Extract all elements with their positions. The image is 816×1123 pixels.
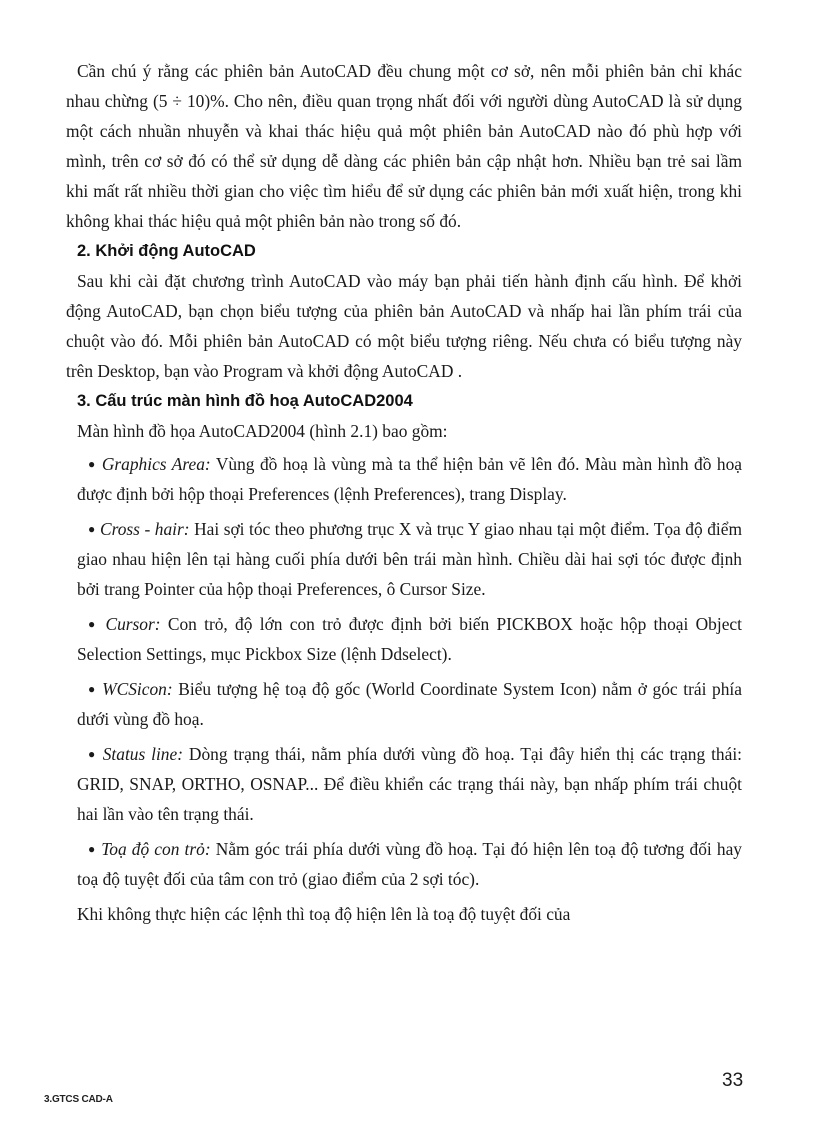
- bullet-cursor: [66, 609, 742, 669]
- bullet-icon: ●: [88, 617, 99, 631]
- bullet-term: Toạ độ con trỏ:: [101, 839, 211, 859]
- bullet-desc: Dòng trạng thái, nằm phía dưới vùng đồ hoạ. Tại đây hiển thị các trạng thái: GRID, SNAP, ORTHO, OSNAP... Để điều khiển các trạng thái này, bạn nhấp phím trái chuột hai lần vào tên trạng thái.: [77, 744, 742, 824]
- bullet-status-line: [66, 739, 742, 829]
- bullet-desc: Nằm góc trái phía dưới vùng đồ hoạ. Tại đó hiện lên toạ độ tương đối hay toạ độ tuyệt đối của tâm con trỏ (giao điểm của 2 sợi tóc).: [77, 839, 742, 889]
- bullet-graphics-area: [66, 449, 742, 509]
- section-2-body: Sau khi cài đặt chương trình AutoCAD vào máy bạn phải tiến hành định cấu hình. Để khởi động AutoCAD, bạn chọn biểu tượng của phiên bản AutoCAD và nhấp hai lần phím trái của chuột vào đó. Mỗi phiên bản AutoCAD có một biểu tượng riêng. Nếu chưa có biểu tượng này trên Desktop, bạn vào Program và khởi động AutoCAD .: [66, 271, 742, 381]
- section-2-heading: 2. Khởi động AutoCAD: [77, 242, 256, 260]
- bullet-wcsicon: [66, 674, 742, 734]
- bullet-term: Status line:: [102, 744, 184, 764]
- bullet-icon: ●: [88, 522, 96, 536]
- bullet-desc: Vùng đồ hoạ là vùng mà ta thể hiện bản vẽ lên đó. Màu màn hình đồ hoạ được định bởi hộp thoại Preferences (lệnh Preferences), trang Display.: [77, 454, 742, 504]
- bullet-desc: Hai sợi tóc theo phương trục X và trục Y giao nhau tại một điểm. Tọa độ điểm giao nhau hiện lên tại hàng cuối phía dưới bên trái màn hình. Chiều dài hai sợi tóc được định bởi trang Pointer của hộp thoại Preferences, ô Cursor Size.: [77, 519, 742, 599]
- bullet-cross-hair: [66, 514, 742, 604]
- intro-paragraph: Cần chú ý rằng các phiên bản AutoCAD đều chung một cơ sở, nên mỗi phiên bản chỉ khác nhau chừng (5 ÷ 10)%. Cho nên, điều quan trọng nhất đối với người dùng AutoCAD là sử dụng một cách nhuần nhuyễn và khai thác hiệu quả một phiên bản AutoCAD nào đó phù hợp với mình, trên cơ sở đó có thể sử dụng dễ dàng các phiên bản cập nhật hơn. Nhiều bạn trẻ sai lầm khi mất rất nhiều thời gian cho việc tìm hiểu để sử dụng các phiên bản mới xuất hiện, trong khi không khai thác hiệu quả một phiên bản nào trong số đó.: [66, 61, 742, 231]
- page-content: [66, 56, 742, 929]
- footer-code: 3.GTCS CAD-A: [44, 1094, 113, 1105]
- bullet-term: Cursor:: [105, 614, 161, 634]
- closing-paragraph: Khi không thực hiện các lệnh thì toạ độ hiện lên là toạ độ tuyệt đối của: [77, 904, 571, 924]
- bullet-term: WCSicon:: [102, 679, 173, 699]
- bullet-term: Graphics Area:: [101, 454, 211, 474]
- bullet-term: Cross - hair:: [99, 519, 190, 539]
- section-3-heading: 3. Cấu trúc màn hình đồ hoạ AutoCAD2004: [77, 392, 413, 410]
- bullet-icon: ●: [88, 747, 97, 761]
- bullet-desc: Biểu tượng hệ toạ độ gốc (World Coordinate System Icon) nằm ở góc trái phía dưới vùng đồ hoạ.: [77, 679, 742, 729]
- bullet-desc: Con trỏ, độ lớn con trỏ được định bởi biến PICKBOX hoặc hộp thoại Object Selection Settings, mục Pickbox Size (lệnh Ddselect).: [77, 614, 742, 664]
- bullet-icon: ●: [88, 682, 97, 696]
- bullet-icon: ●: [88, 842, 97, 856]
- section-3-intro: Màn hình đồ họa AutoCAD2004 (hình 2.1) bao gồm:: [77, 421, 448, 441]
- page-number: 33: [722, 1070, 744, 1091]
- bullet-cursor-coords: [66, 834, 742, 894]
- bullet-icon: ●: [88, 457, 97, 471]
